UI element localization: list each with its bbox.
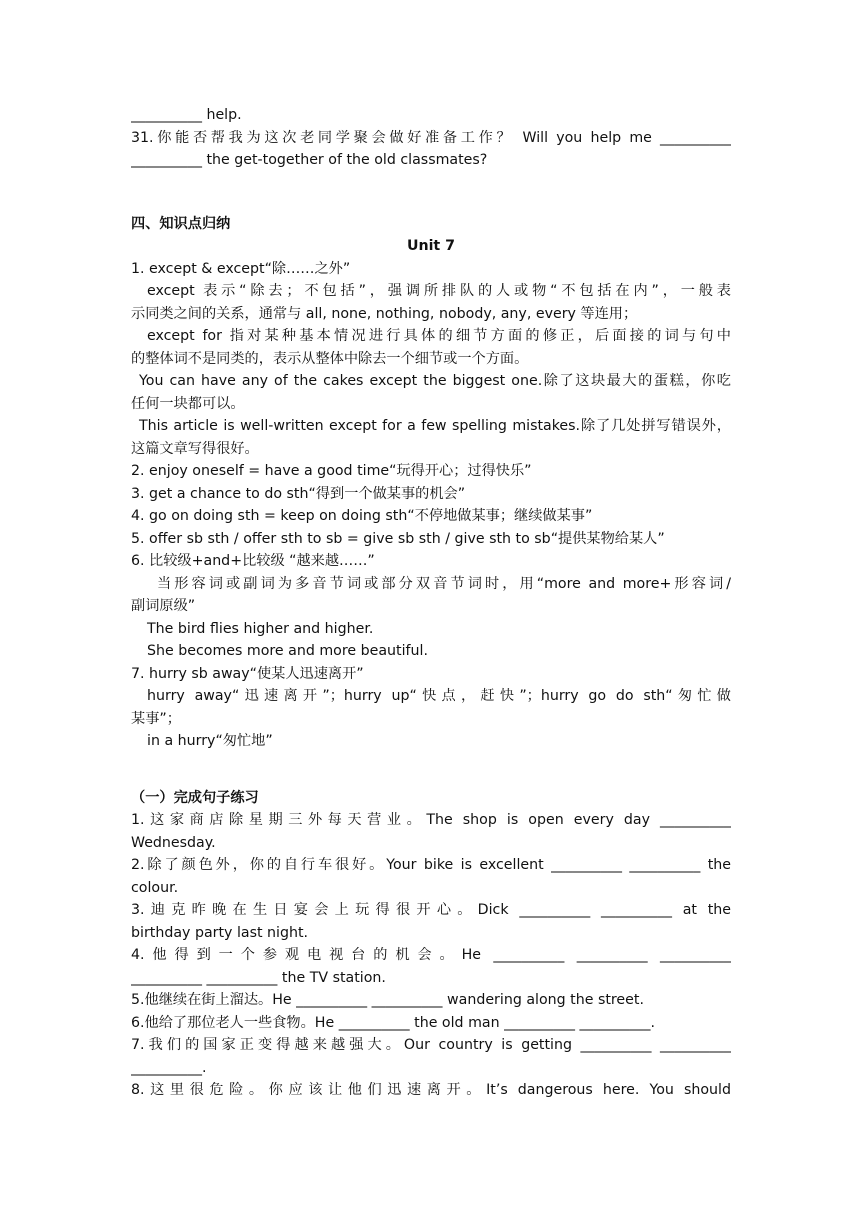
exercise-line: 1.这家商店除星期三外每天营业。The shop is open every day __________ bbox=[131, 812, 731, 828]
note-line: The bird flies higher and higher. bbox=[147, 620, 374, 637]
note-line: 某事”； bbox=[131, 710, 181, 727]
exercise-line: 4.他得到一个参观电视台的机会。He __________ __________ __________ bbox=[131, 947, 731, 963]
note-line: 4. go on doing sth = keep on doing sth“不停地做某事；继续做某事” bbox=[131, 508, 593, 524]
exercise-line: __________. bbox=[131, 1059, 207, 1076]
note-line: 示同类之间的关系，通常与 all, none, nothing, nobody, any, every 等连用； bbox=[131, 305, 638, 322]
note-line: 这篇文章写得很好。 bbox=[131, 440, 259, 457]
note-line: 副词原级” bbox=[131, 598, 196, 614]
exercise-line: 7.我们的国家正变得越来越强大。Our country is getting __________ __________ bbox=[131, 1037, 731, 1053]
text-line: 31.你能否帮我为这次老同学聚会做好准备工作？ Will you help me __________ bbox=[131, 129, 731, 146]
exercise-line: 6.他给了那位老人一些食物。He __________ the old man __________ __________. bbox=[131, 1014, 655, 1031]
exercise-line: 8.这里很危险。你应该让他们迅速离开。It’s dangerous here. You should bbox=[131, 1082, 731, 1098]
note-line: except 表示“除去；不包括”，强调所排队的人或物“不包括在内”，一般表 bbox=[147, 283, 731, 299]
exercise-line: 3.迪克昨晚在生日宴会上玩得很开心。Dick __________ __________ at the bbox=[131, 902, 731, 918]
spacer bbox=[131, 753, 731, 787]
note-line: 当形容词或副词为多音节词或部分双音节词时，用“more and more+形容词/ bbox=[157, 575, 731, 592]
note-line: 7. hurry sb away“使某人迅速离开” bbox=[131, 665, 364, 682]
note-line: She becomes more and more beautiful. bbox=[147, 643, 428, 659]
note-line: except for 指对某种基本情况进行具体的细节方面的修正，后面接的词与句中 bbox=[147, 328, 731, 344]
note-line: 3. get a chance to do sth“得到一个做某事的机会” bbox=[131, 485, 466, 502]
note-line: This article is well-written except for a few spelling mistakes.除了几处拼写错误外， bbox=[139, 418, 731, 434]
note-line: You can have any of the cakes except the biggest one.除了这块最大的蛋糕，你吃 bbox=[139, 373, 731, 389]
exercise-line: birthday party last night. bbox=[131, 924, 309, 941]
note-line: 任何一块都可以。 bbox=[131, 395, 245, 412]
exercise-line: Wednesday. bbox=[131, 834, 216, 851]
document-body bbox=[131, 104, 731, 1102]
text-line: __________ the get-together of the old classmates? bbox=[131, 152, 488, 168]
exercise-heading: （一）完成句子练习 bbox=[131, 789, 259, 806]
note-line: 2. enjoy oneself = have a good time“玩得开心；过得快乐” bbox=[131, 463, 532, 479]
text-line: __________ help. bbox=[131, 107, 242, 123]
note-line: 6. 比较级+and+比较级 “越来越……” bbox=[131, 553, 375, 569]
exercise-line: colour. bbox=[131, 879, 179, 896]
unit-heading: Unit 7 bbox=[406, 238, 456, 254]
exercise-line: 2.除了颜色外，你的自行车很好。Your bike is excellent __________ __________ the bbox=[131, 857, 731, 873]
exercise-line: __________ __________ the TV station. bbox=[131, 969, 386, 986]
note-line: hurry away“迅速离开”；hurry up“快点，赶快”；hurry go do sth“匆忙做 bbox=[147, 688, 731, 704]
note-line: in a hurry“匆忙地” bbox=[147, 733, 273, 749]
note-line: 1. except & except“除……之外” bbox=[131, 260, 351, 277]
section-heading: 四、知识点归纳 bbox=[131, 215, 231, 232]
note-line: 5. offer sb sth / offer sth to sb = give sb sth / give sth to sb“提供某物给某人” bbox=[131, 530, 665, 547]
note-line: 的整体词不是同类的，表示从整体中除去一个细节或一个方面。 bbox=[131, 350, 529, 367]
spacer bbox=[131, 172, 731, 213]
exercise-line: 5.他继续在街上溜达。He __________ __________ wandering along the street. bbox=[131, 992, 644, 1008]
